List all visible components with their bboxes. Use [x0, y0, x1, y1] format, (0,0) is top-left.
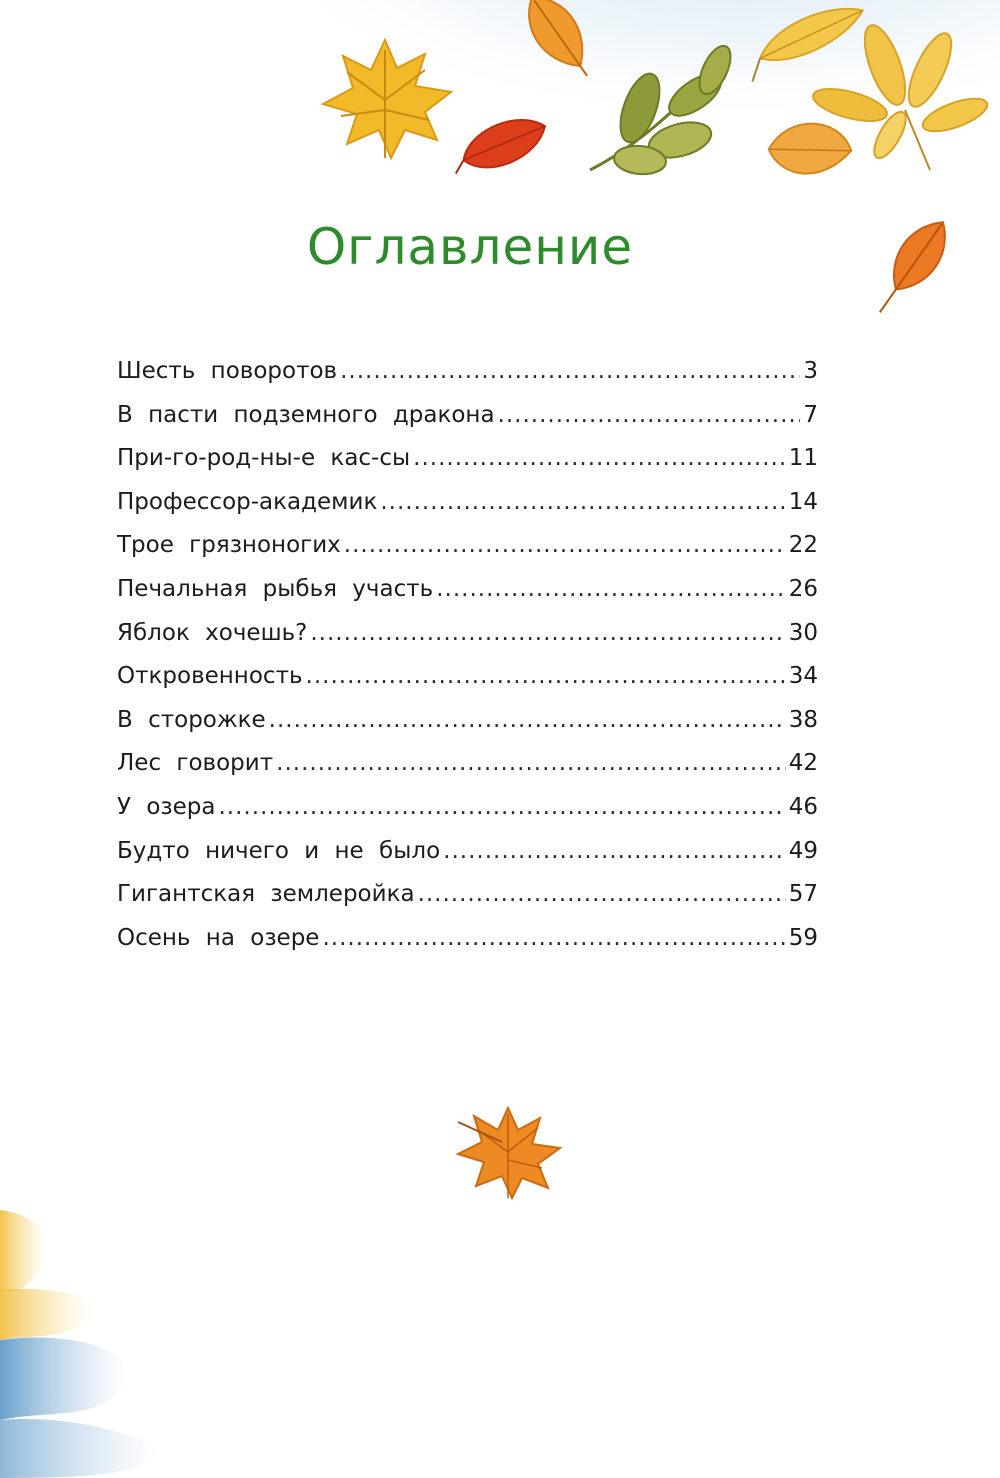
dot-leader	[413, 445, 786, 471]
toc-entry[interactable]	[117, 663, 818, 707]
toc-entry-page: 14	[788, 488, 818, 515]
dot-leader	[498, 402, 801, 428]
dot-leader	[269, 707, 786, 733]
table-of-contents	[117, 358, 818, 968]
toc-entry[interactable]	[117, 750, 818, 794]
toc-entry[interactable]	[117, 402, 818, 446]
page-title: Оглавление	[306, 218, 634, 276]
orange-maple-leaf-icon	[458, 1108, 560, 1198]
toc-entry-title: При-го-род-ны-е кас-сы	[117, 445, 411, 472]
toc-entry-title: Шесть поворотов	[117, 358, 338, 384]
toc-entry-page: 30	[788, 619, 818, 646]
toc-entry-title: Осень на озере	[117, 924, 320, 951]
toc-entry-page: 34	[788, 663, 818, 690]
toc-entry-title: В сторожке	[117, 706, 266, 733]
dot-leader	[218, 794, 785, 820]
toc-entry-title: В пасти подземного дракона	[117, 401, 495, 428]
toc-entry-title: Лес говорит	[117, 750, 274, 777]
dot-leader	[310, 620, 785, 646]
dot-leader	[344, 532, 786, 558]
toc-entry[interactable]	[117, 445, 818, 489]
dot-leader	[276, 750, 786, 776]
toc-entry[interactable]	[117, 707, 818, 751]
dot-leader	[322, 925, 785, 951]
toc-entry[interactable]	[117, 532, 818, 576]
toc-entry[interactable]	[117, 576, 818, 620]
toc-entry-page: 38	[788, 706, 818, 733]
toc-entry-page: 22	[788, 532, 818, 559]
toc-entry-page: 11	[788, 445, 818, 472]
lake-watercolor	[0, 1210, 160, 1478]
toc-entry-page: 7	[803, 401, 818, 428]
dot-leader	[436, 576, 786, 602]
toc-entry-title: Профессор-академик	[117, 488, 378, 515]
toc-entry[interactable]	[117, 358, 818, 402]
toc-entry[interactable]	[117, 925, 818, 969]
toc-entry-title: Будто ничего и не было	[117, 837, 441, 864]
toc-entry-page: 49	[788, 837, 818, 864]
toc-entry-page: 57	[788, 881, 818, 908]
dot-leader	[418, 881, 786, 907]
toc-entry-title: Откровенность	[117, 663, 303, 690]
toc-entry[interactable]	[117, 620, 818, 664]
dot-leader	[443, 838, 786, 864]
toc-entry-page: 42	[788, 750, 818, 777]
toc-entry[interactable]	[117, 881, 818, 925]
dot-leader	[340, 358, 800, 384]
toc-entry-page: 26	[788, 575, 818, 602]
toc-entry-title: У озера	[117, 793, 216, 820]
toc-entry-title: Яблок хочешь?	[117, 619, 308, 646]
toc-entry-page: 3	[803, 358, 818, 384]
toc-entry[interactable]	[117, 838, 818, 882]
dot-leader	[306, 663, 786, 689]
toc-entry[interactable]	[117, 489, 818, 533]
toc-entry-title: Трое грязноногих	[117, 532, 341, 559]
toc-entry-title: Печальная рыбья участь	[117, 575, 434, 602]
toc-entry-page: 46	[788, 793, 818, 820]
toc-entry[interactable]	[117, 794, 818, 838]
dot-leader	[380, 489, 785, 515]
toc-entry-page: 59	[788, 924, 818, 951]
toc-entry-title: Гигантская землеройка	[117, 881, 415, 908]
